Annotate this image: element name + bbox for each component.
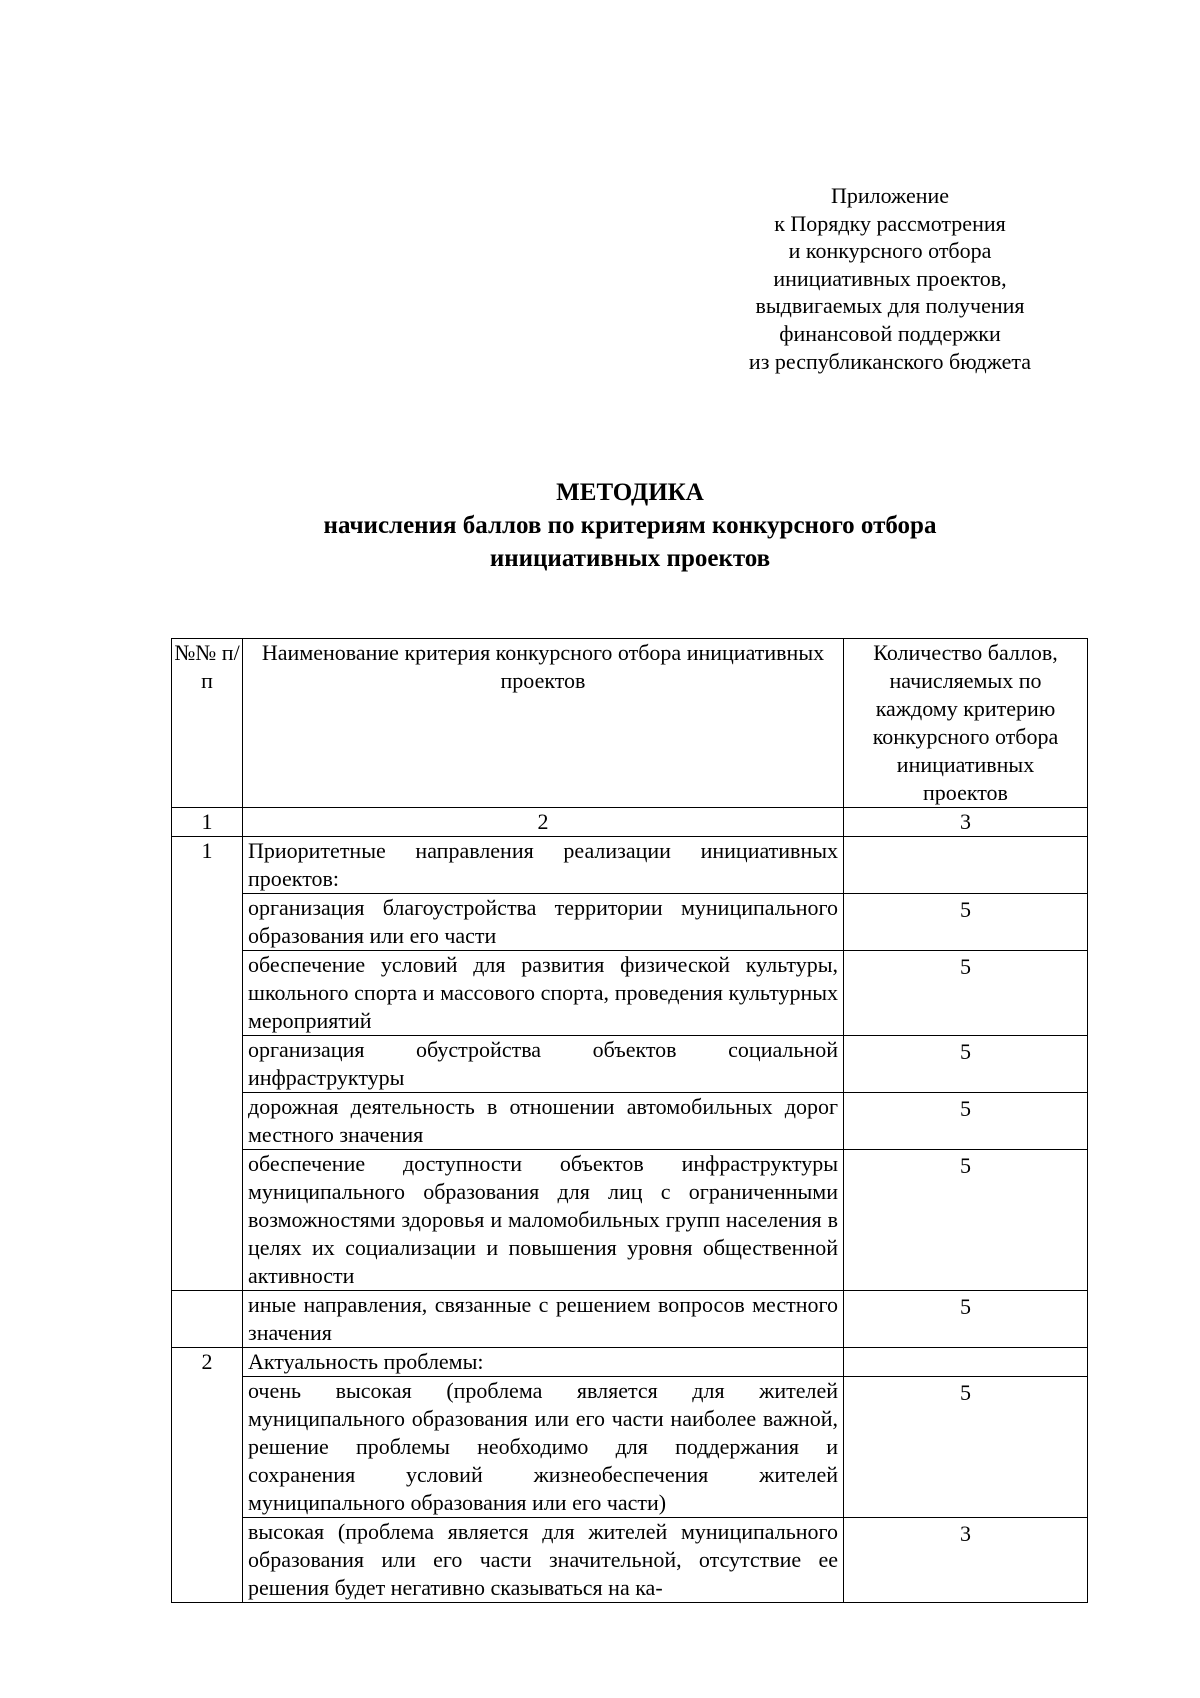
- title-line-2: начисления баллов по критериям конкурсного отбора: [323, 512, 937, 539]
- col-number: 3: [844, 808, 1088, 837]
- header-num: №№ п/п: [172, 639, 243, 808]
- criterion-points: 5: [844, 1036, 1088, 1093]
- section-number-empty: [172, 1291, 243, 1348]
- col-number: 1: [172, 808, 243, 837]
- criterion-points: 5: [844, 1150, 1088, 1291]
- title-line-3: инициативных проектов: [489, 545, 771, 572]
- table-row: [172, 837, 1088, 894]
- table-header-row: [172, 639, 1088, 808]
- appendix-line: из республиканского бюджета: [748, 348, 1032, 374]
- table-row: [172, 1150, 1088, 1291]
- appendix-note: [720, 182, 1060, 375]
- title-line-1: МЕТОДИКА: [556, 479, 704, 506]
- col-number: 2: [243, 808, 844, 837]
- appendix-line: финансовой поддержки: [779, 320, 1001, 346]
- table-row: [172, 1377, 1088, 1518]
- table-row: [172, 1291, 1088, 1348]
- table-row: [172, 1348, 1088, 1377]
- criterion-points: 5: [844, 951, 1088, 1036]
- criterion-name: обеспечение доступности объектов инфраструктуры муниципального образования для лиц с ограниченными возможностями здоровья и маломобильных групп населения в целях их социализации и повышения уровня общественной активности: [243, 1150, 844, 1291]
- criterion-name: организация обустройства объектов социальной инфраструктуры: [243, 1036, 844, 1093]
- appendix-line: Приложение: [830, 183, 950, 208]
- criterion-points: 3: [844, 1518, 1088, 1603]
- document-title: [170, 476, 1090, 575]
- table-row: [172, 1036, 1088, 1093]
- section-heading: Актуальность проблемы:: [243, 1348, 844, 1377]
- table-row: [172, 1093, 1088, 1150]
- criteria-table: [171, 638, 1088, 1603]
- criterion-name: организация благоустройства территории муниципального образования или его части: [243, 894, 844, 951]
- criterion-name: иные направления, связанные с решением вопросов местного значения: [243, 1291, 844, 1348]
- criterion-name: обеспечение условий для развития физической культуры, школьного спорта и массового спорта, проведения культурных мероприятий: [243, 951, 844, 1036]
- section-heading: Приоритетные направления реализации инициативных проектов:: [243, 837, 844, 894]
- appendix-line: инициативных проектов,: [773, 265, 1007, 291]
- appendix-line: к Порядку рассмотрения: [774, 210, 1006, 236]
- section-number: 1: [172, 837, 243, 1291]
- appendix-line: и конкурсного отбора: [788, 238, 992, 264]
- table-row: [172, 1518, 1088, 1603]
- criterion-name: очень высокая (проблема является для жителей муниципального образования или его части наиболее важной, решение проблемы необходимо для поддержания и сохранения условий жизнеобеспечения жителей муниципального образования или его части): [243, 1377, 844, 1518]
- criterion-name: дорожная деятельность в отношении автомобильных дорог местного значения: [243, 1093, 844, 1150]
- criterion-points: 5: [844, 1093, 1088, 1150]
- criterion-points: 5: [844, 894, 1088, 951]
- header-name: Наименование критерия конкурсного отбора инициативных проектов: [243, 639, 844, 808]
- criterion-points: 5: [844, 1291, 1088, 1348]
- points-cell-empty: [844, 1348, 1088, 1377]
- section-number: 2: [172, 1348, 243, 1603]
- criterion-points: 5: [844, 1377, 1088, 1518]
- column-number-row: [172, 808, 1088, 837]
- table-row: [172, 951, 1088, 1036]
- criterion-name: высокая (проблема является для жителей муниципального образования или его части значительной, отсутствие ее решения будет негативно сказываться на ка-: [243, 1518, 844, 1603]
- header-points: Количество баллов, начисляемых по каждому критерию конкурсного отбора инициативных проектов: [844, 639, 1088, 808]
- table-row: [172, 894, 1088, 951]
- appendix-line: выдвигаемых для получения: [755, 293, 1025, 319]
- points-cell-empty: [844, 837, 1088, 894]
